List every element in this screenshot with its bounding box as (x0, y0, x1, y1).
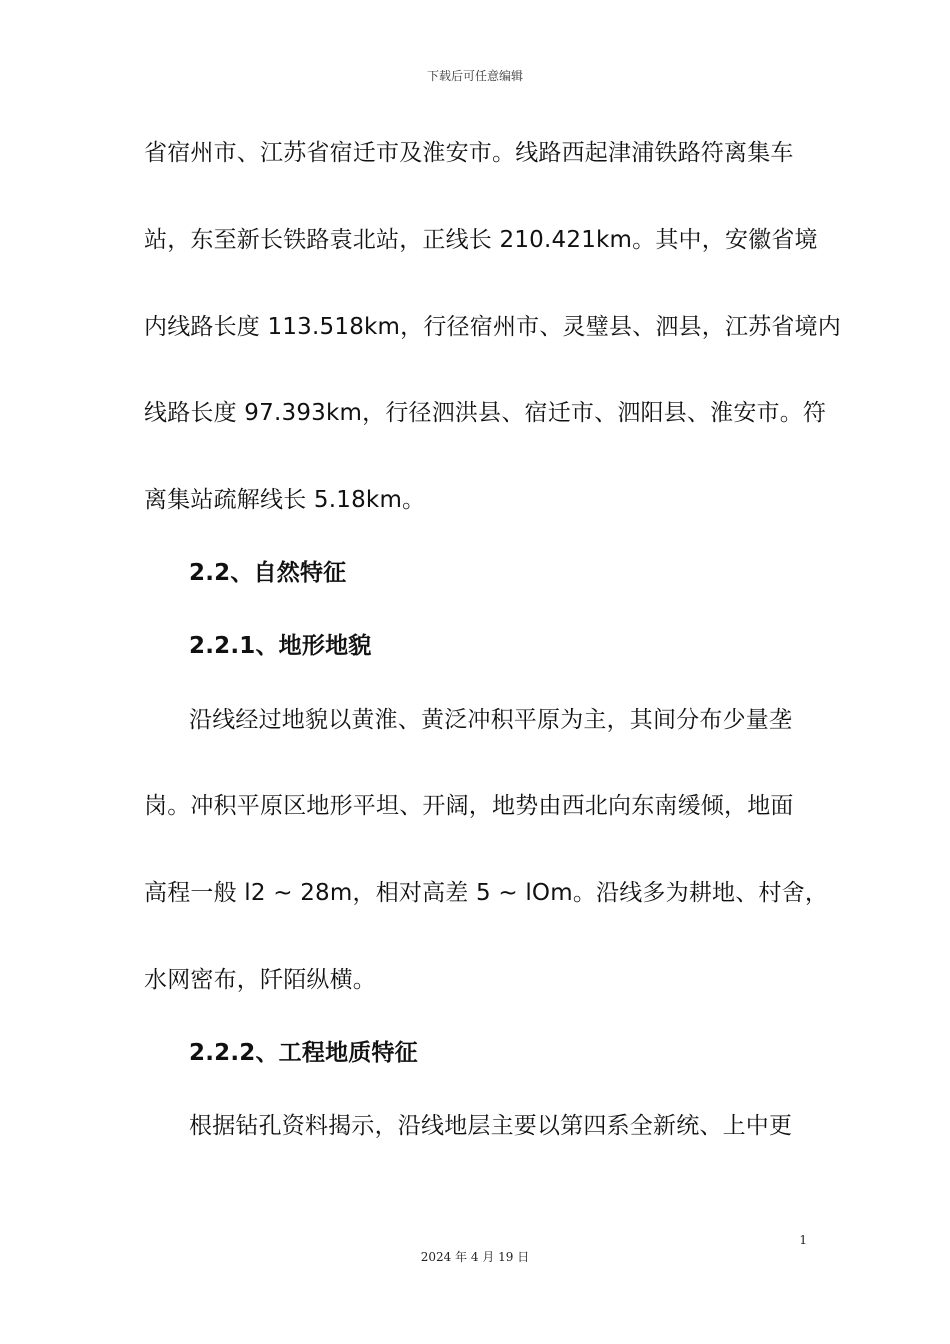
body-line-4: 线路长度 97.393km，行径泗洪县、宿迁市、泗阳县、淮安市。符 (144, 400, 827, 426)
body-line-2: 站，东至新长铁路袁北站，正线长 210.421km。其中，安徽省境 (144, 227, 818, 253)
terrain-line-2: 岗。冲积平原区地形平坦、开阔，地势由西北向东南缓倾，地面 (144, 793, 794, 819)
terrain-line-4: 水网密布，阡陌纵横。 (144, 967, 376, 993)
body-line-3: 内线路长度 113.518km，行径宿州市、灵璧县、泗县，江苏省境内 (144, 314, 841, 340)
body-line-1: 省宿州市、江苏省宿迁市及淮安市。线路西起津浦铁路符离集车 (144, 140, 794, 166)
body-line-5: 离集站疏解线长 5.18km。 (144, 487, 426, 513)
subsection-heading-terrain: 2.2.1、地形地貌 (189, 633, 372, 659)
page-header: 下载后可任意编辑 (426, 69, 523, 83)
terrain-line-3: 高程一般 l2 ~ 28m，相对高差 5 ~ lOm。沿线多为耕地、村舍， (144, 880, 829, 906)
section-heading: 2.2、自然特征 (189, 560, 347, 586)
subsection-heading-geology: 2.2.2、工程地质特征 (189, 1040, 418, 1066)
geology-line-1: 根据钻孔资料揭示，沿线地层主要以第四系全新统、上中更 (189, 1113, 793, 1139)
terrain-line-1: 沿线经过地貌以黄淮、黄泛冲积平原为主，其间分布少量垄 (189, 707, 793, 733)
page-footer-date: 2024 年 4 月 19 日 (420, 1250, 530, 1264)
page-number: 1 (799, 1233, 807, 1247)
